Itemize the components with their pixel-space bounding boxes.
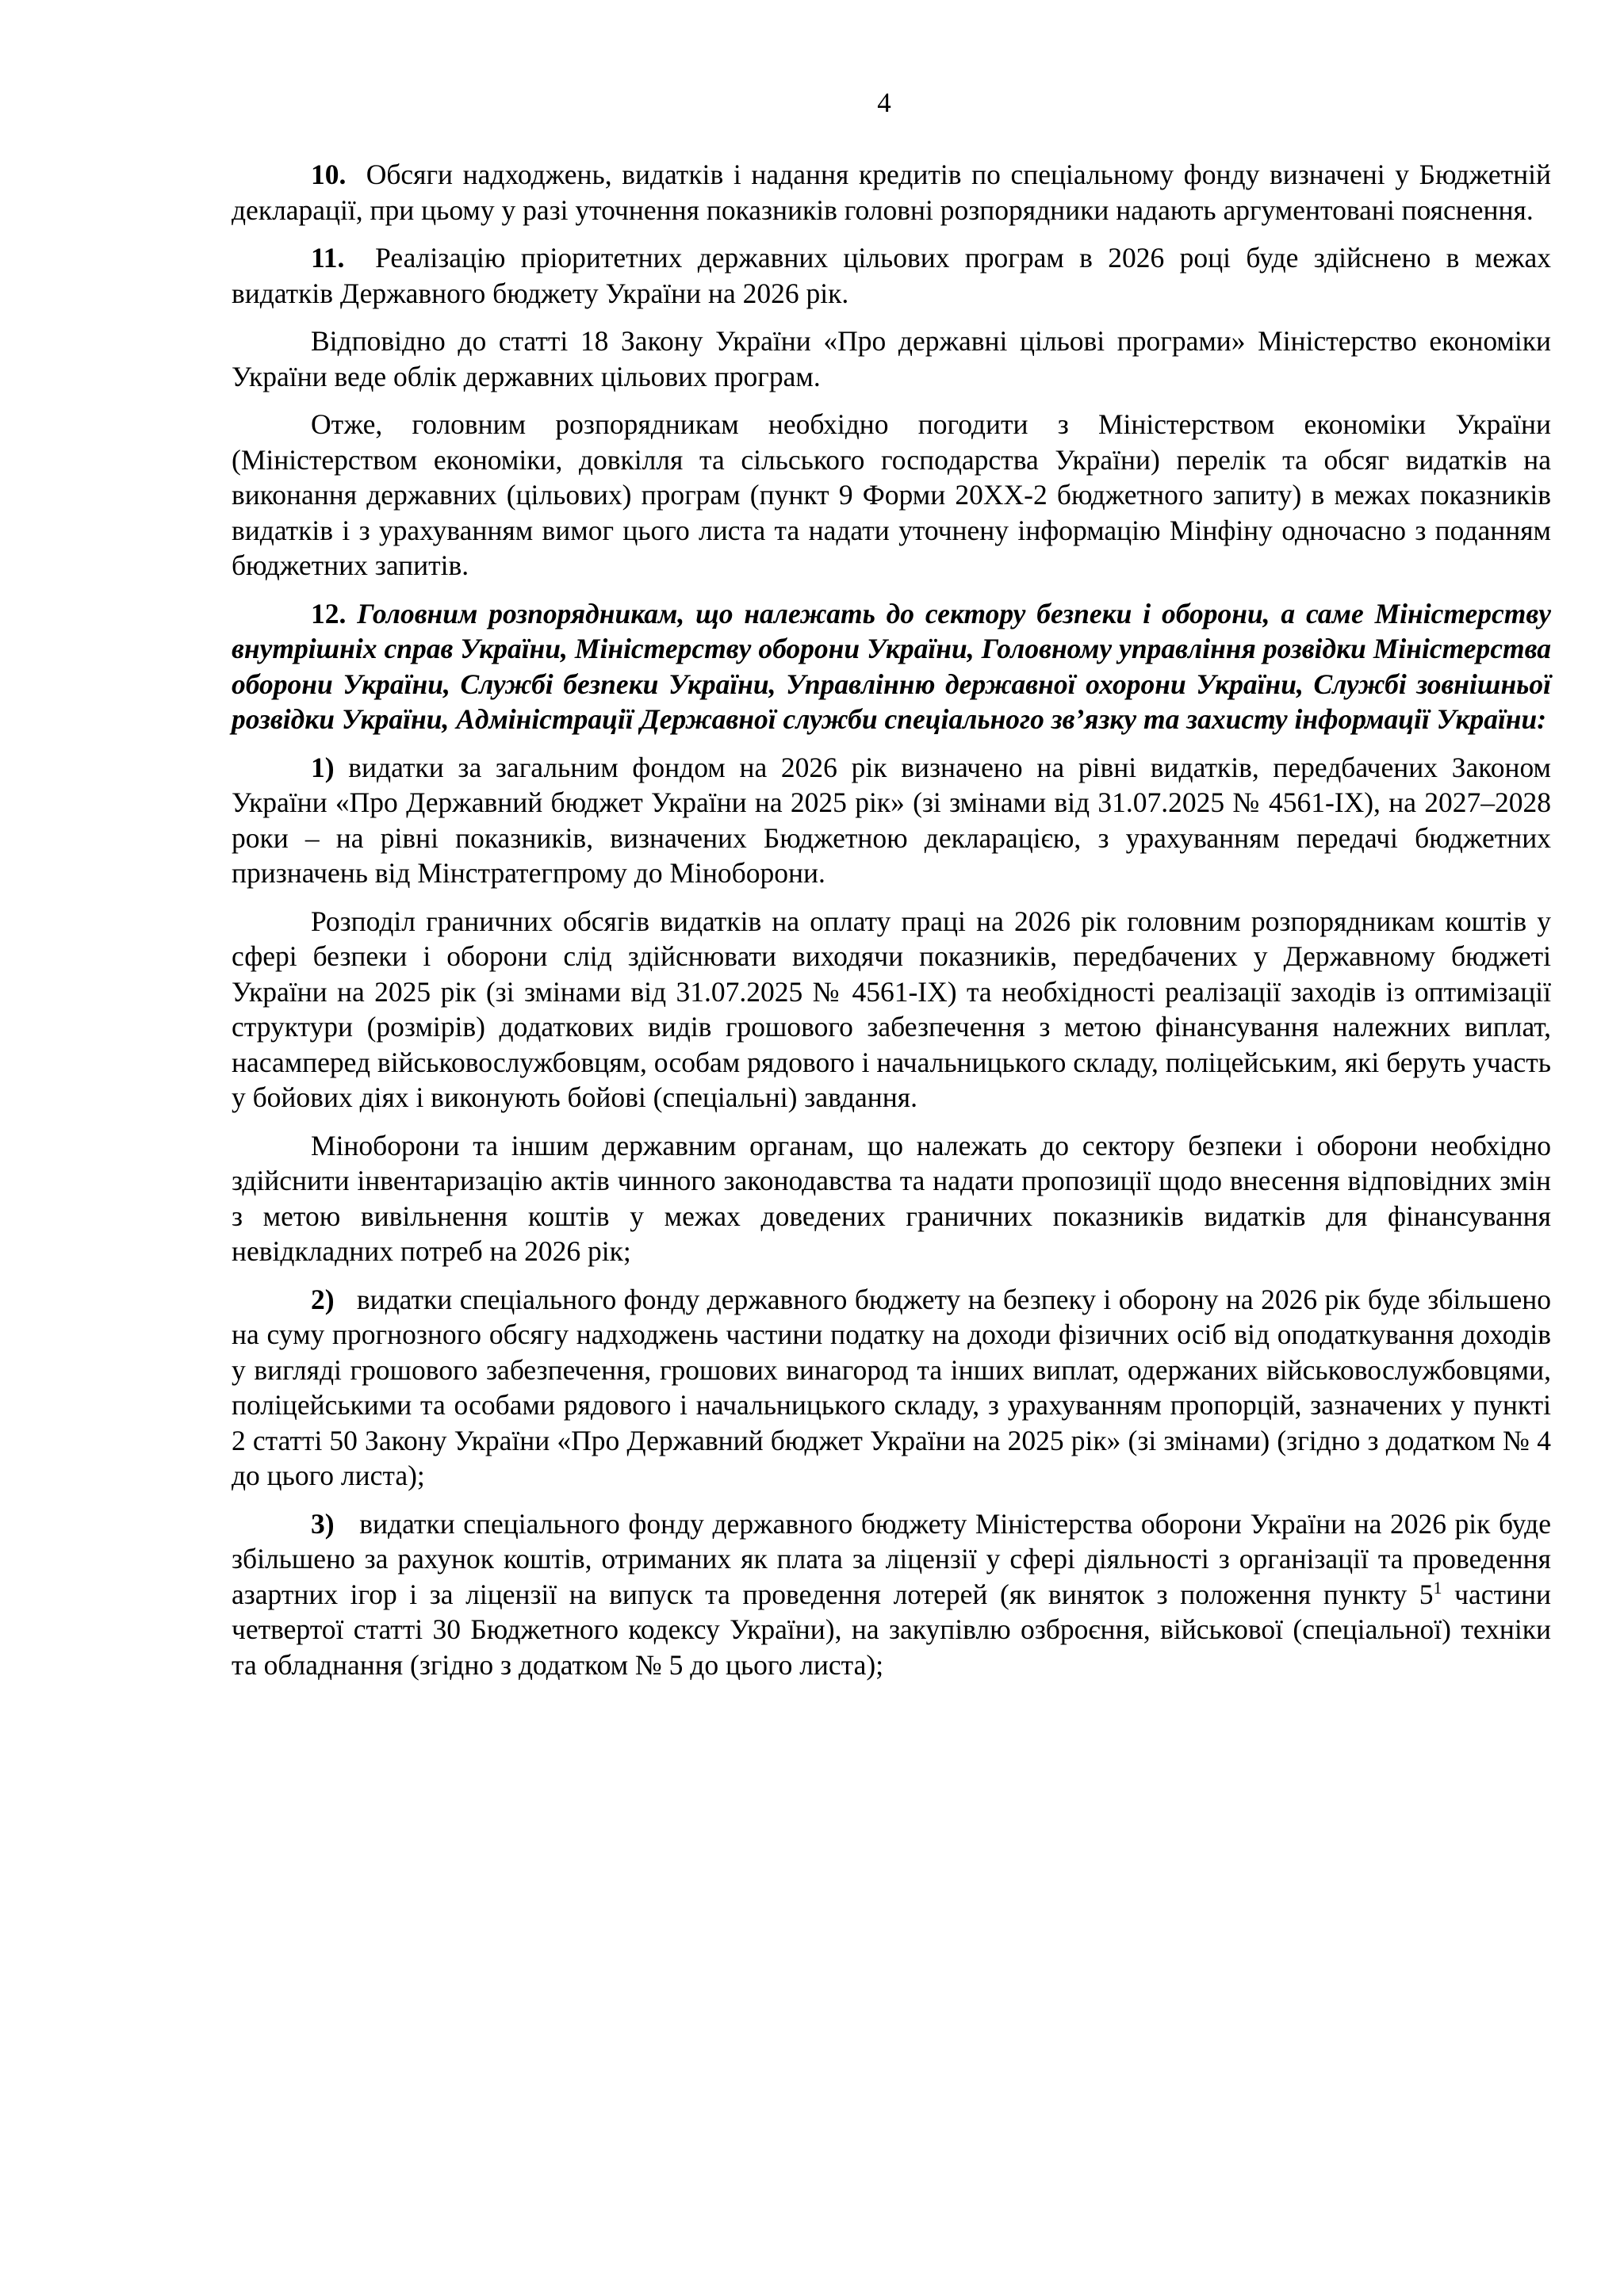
- paragraph-number: 12.: [311, 597, 347, 629]
- paragraph-12-item-1: [232, 750, 1551, 891]
- paragraph-12-item-1-inventory: Міноборони та іншим державним органам, що належать до сектору безпеки і оборони необхідно здійснити інвентаризацію актів чинного законодавства та надати пропозиції щодо внесення відповідних змін з метою вивільнення коштів у межах доведених граничних показників видатків для фінансування невідкладних потреб на 2026 рік;: [232, 1129, 1551, 1267]
- paragraph-10: [232, 157, 1551, 228]
- item-text: видатки за загальним фондом на 2026 рік визначено на рівні видатків, передбачених Законом України «Про Державний бюджет України на 2025 рік» (зі змінами від 31.07.2025 № 4561-IX), на 2027–2028 роки – на рівні показників, визначених Бюджетною декларацією, з урахуванням передачі бюджетних призначень від Мінстратегпрому до Міноборони.: [232, 751, 1552, 889]
- paragraph-12-item-2: [232, 1282, 1551, 1494]
- paragraph-text: Обсяги надходжень, видатків і надання кредитів по спеціальному фонду визначені у Бюджетній декларації, при цьому у разі уточнення показників головні розпорядники надають аргументовані пояснення.: [232, 159, 1552, 226]
- paragraph-11: [232, 240, 1551, 311]
- paragraph-number: 10.: [311, 159, 347, 190]
- paragraph-number: 11.: [311, 242, 345, 274]
- paragraph-12-item-1-salary-distribution: Розподіл граничних обсягів видатків на оплату праці на 2026 рік головним розпорядникам коштів у сфері безпеки і оборони слід здійснювати виходячи показників, передбачених у Державному бюджеті України на 2025 рік (зі змінами від 31.07.2025 № 4561-IX) та необхідності реалізації заходів із оптимізації структури (розмірів) додаткових видів грошового забезпечення з метою фінансування належних виплат, насамперед військовослужбовцям, особам рядового і начальницького складу, поліцейським, які беруть участь у бойових діях і виконують бойові (спеціальні) завдання.: [232, 905, 1551, 1113]
- paragraph-text: Реалізацію пріоритетних державних цільових програм в 2026 році буде здійснено в межах видатків Державного бюджету України на 2026 рік.: [232, 242, 1551, 309]
- item-text: видатки спеціального фонду державного бюджету на безпеку і оборону на 2026 рік буде збільшено на суму прогнозного обсягу надходжень частини податку на доходи фізичних осіб від оподаткування доходів у вигляді грошового забезпечення, грошових винагород та інших виплат, одержаних військовослужбовцями, поліцейськими та особами рядового і начальницького складу, з урахуванням пропорцій, зазначених у пункті 2 статті 50 Закону України «Про Державний бюджет України на 2025 рік» (зі змінами) (згідно з додатком № 4 до цього листа);: [232, 1283, 1551, 1491]
- item-text-end: частини четвертої статті 30 Бюджетного кодексу України), на закупівлю озброєння, військової (спеціальної) техніки та обладнання (згідно з додатком № 5 до цього листа);: [232, 1578, 1551, 1681]
- item-number: 1): [311, 751, 335, 783]
- superscript: 1: [1433, 1577, 1442, 1598]
- paragraph-11-targeted-programs-registry: Відповідно до статті 18 Закону України «Про державні цільові програми» Міністерство економіки України веде облік державних цільових програм.: [232, 325, 1551, 392]
- page-number: 4: [877, 87, 891, 118]
- paragraph-11-coordination: Отже, головним розпорядникам необхідно погодити з Міністерством економіки України (Міністерством економіки, довкілля та сільського господарства України) перелік та обсяг видатків на виконання державних (цільових) програм (пункт 9 Форми 20ХХ-2 бюджетного запиту) в межах показників видатків і з урахуванням вимог цього листа та надати уточнену інформацію Мінфіну одночасно з поданням бюджетних запитів.: [232, 408, 1551, 581]
- item-number: 2): [311, 1283, 335, 1315]
- paragraph-text-emphasis: Головним розпорядникам, що належать до сектору безпеки і оборони, а саме Міністерству внутрішніх справ України, Міністерству оборони України, Головному управління розвідки Міністерства оборони України, Службі безпеки України, Управлінню державної охорони України, Службі зовнішньої розвідки України, Адміністрації Державної служби спеціального зв’язку та захисту інформації України:: [232, 597, 1551, 735]
- paragraph-12: [232, 596, 1551, 737]
- item-text-start: видатки спеціального фонду державного бюджету Міністерства оборони України на 2026 рік буде збільшено за рахунок коштів, отриманих як плата за ліцензії у сфері діяльності з організації та проведення азартних ігор і за ліцензії на випуск та проведення лотерей (як виняток з положення пункту 5: [232, 1507, 1551, 1610]
- paragraph-12-item-3: [232, 1506, 1551, 1683]
- item-number: 3): [311, 1507, 335, 1540]
- document-body: [232, 157, 1551, 1695]
